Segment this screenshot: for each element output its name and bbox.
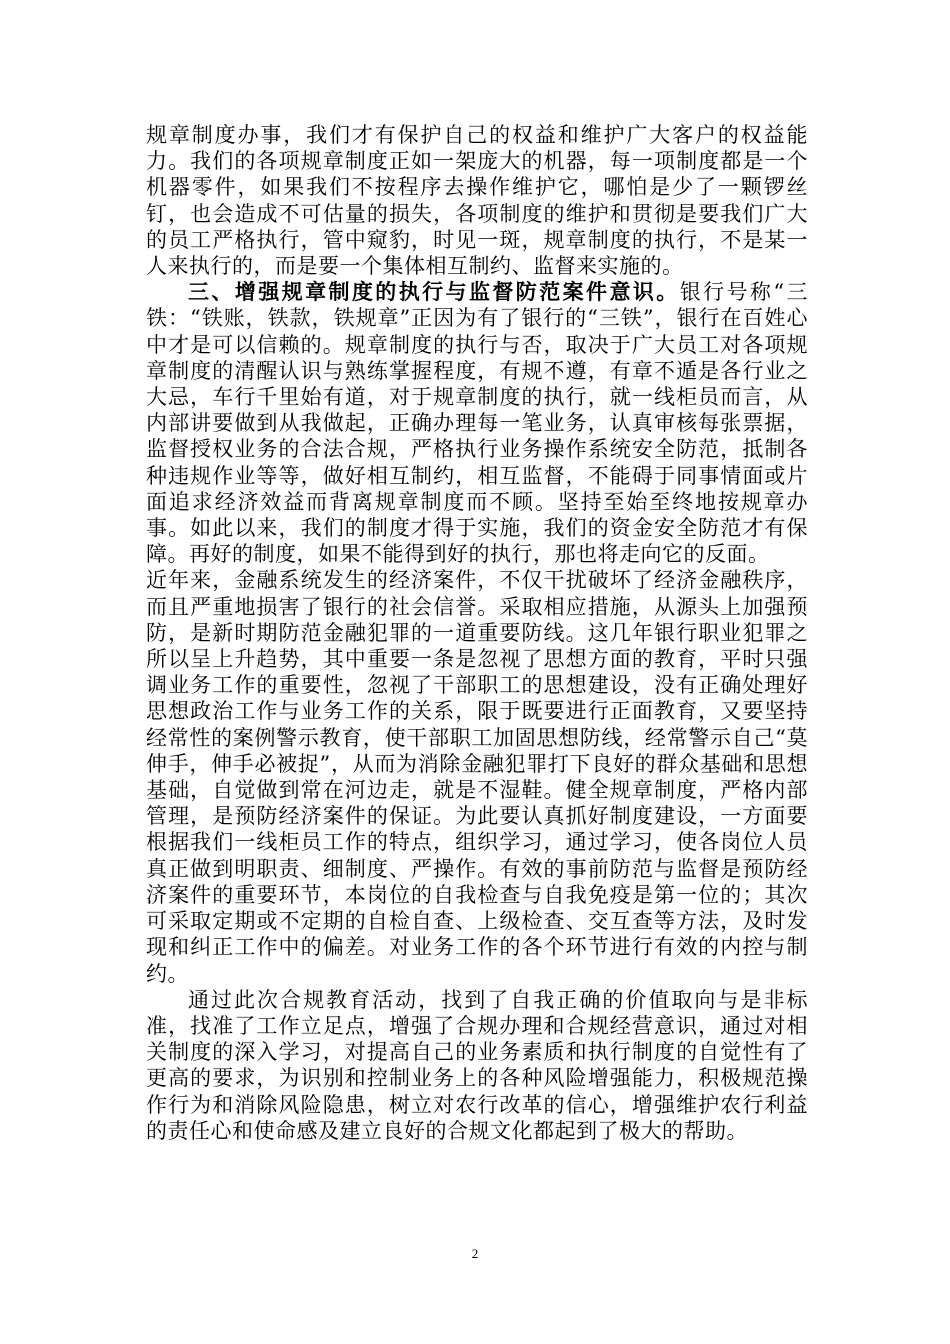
page-number: 2 (471, 1246, 479, 1261)
paragraph-2-body: 银行号称“三铁：“铁账，铁款，铁规章”正因为有了银行的“三铁”，银行在百姓心中才是可以信赖的。规章制度的执行与否，取决于广大员工对各项规章制度的清醒认识与熟练掌握程度，有规不遵，有章不遁是各行业之大忌，车行千里始有道，对于规章制度的执行，就一线柜员而言，从内部讲要做到从我做起，正确办理每一笔业务，认真审核每张票据，监督授权业务的合法合规，严格执行业务操作系统安全防范，抵制各种违规作业等等，做好相互制约，相互监督，不能碍于同事情面或片面追求经济效益而背离规章制度而不顾。坚持至始至终地按规章办事。如此以来，我们的制度才得于实施，我们的资金安全防范才有保障。再好的制度，如果不能得到好的执行，那也将走向它的反面。 (146, 280, 808, 567)
section-heading: 三、增强规章制度的执行与监督防范案件意识。 (188, 279, 680, 305)
document-body (146, 122, 808, 1144)
paragraph-2 (146, 279, 808, 567)
paragraph-4: 通过此次合规教育活动，找到了自我正确的价值取向与是非标准，找准了工作立足点，增强了合规办理和合规经营意识，通过对相关制度的深入学习，对提高自己的业务素质和执行制度的自觉性有了更高的要求，为识别和控制业务上的各种风险增强能力，积极规范操作行为和消除风险隐患，树立对农行改革的信心，增强维护农行利益的责任心和使命感及建立良好的合规文化都起到了极大的帮助。 (146, 987, 808, 1143)
paragraph-1: 规章制度办事，我们才有保护自己的权益和维护广大客户的权益能力。我们的各项规章制度正如一架庞大的机器，每一项制度都是一个机器零件，如果我们不按程序去操作维护它，哪怕是少了一颗锣丝钉，也会造成不可估量的损失，各项制度的维护和贯彻是要我们广大的员工严格执行，管中窥豹，时见一斑，规章制度的执行，不是某一人来执行的，而是要一个集体相互制约、监督来实施的。 (146, 123, 808, 279)
paragraph-3: 近年来，金融系统发生的经济案件，不仅干扰破坏了经济金融秩序，而且严重地损害了银行的社会信誉。采取相应措施，从源头上加强预防，是新时期防范金融犯罪的一道重要防线。这几年银行职业犯罪之所以呈上升趋势，其中重要一条是忽视了思想方面的教育，平时只强调业务工作的重要性，忽视了干部职工的思想建设，没有正确处理好思想政治工作与业务工作的关系，限于既要进行正面教育，又要坚持经常性的案例警示教育，使干部职工加固思想防线，经常警示自己“莫伸手，伸手必被捉”，从而为消除金融犯罪打下良好的群众基础和思想基础，自觉做到常在河边走，就是不湿鞋。健全规章制度，严格内部管理，是预防经济案件的保证。为此要认真抓好制度建设，一方面要根据我们一线柜员工作的特点，组织学习，通过学习，使各岗位人员真正做到明职责、细制度、严操作。有效的事前防范与监督是预防经济案件的重要环节，本岗位的自我检查与自我免疫是第一位的；其次可采取定期或不定期的自检自查、上级检查、交互查等方法，及时发现和纠正工作中的偏差。对业务工作的各个环节进行有效的内控与制约。 (146, 568, 808, 986)
